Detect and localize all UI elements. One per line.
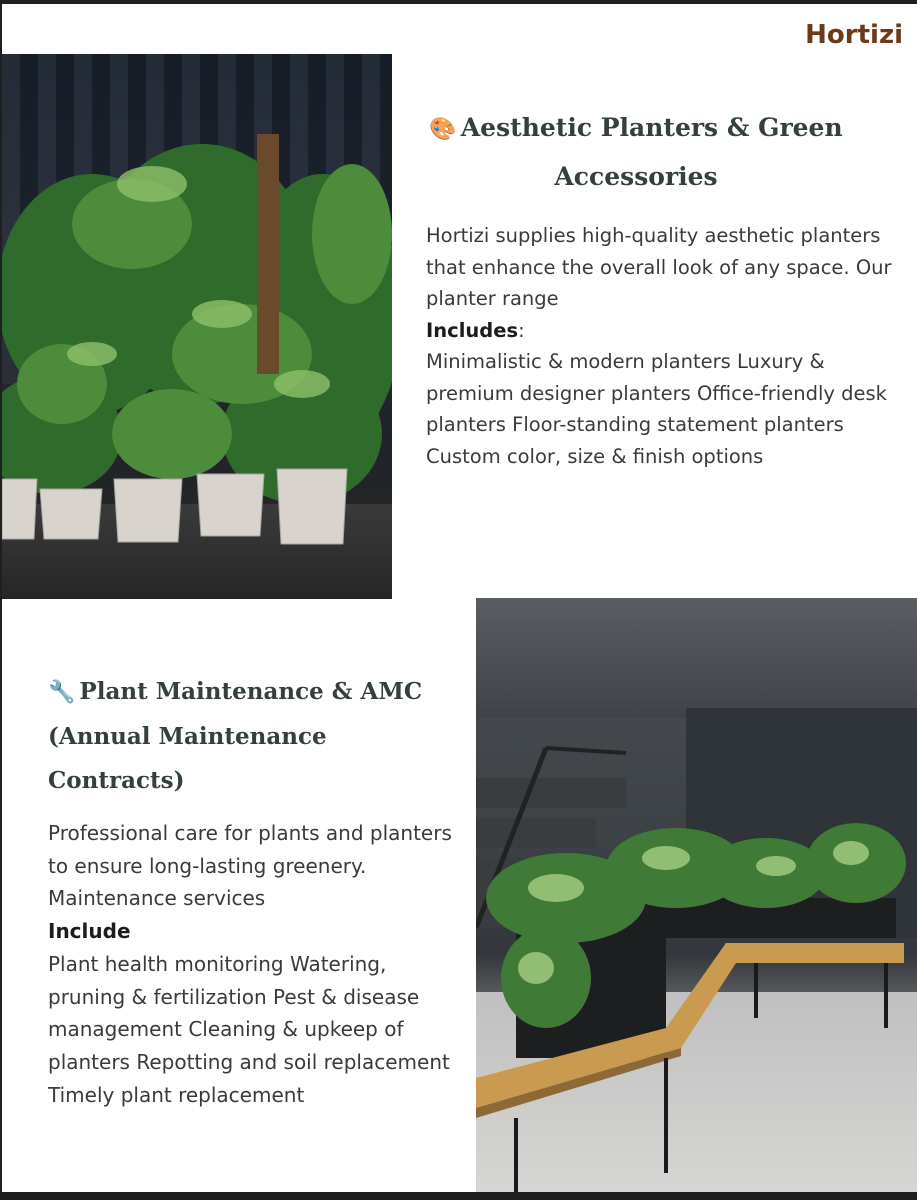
section-heading <box>48 670 458 803</box>
details-text: Minimalistic & modern planters Luxury & premium designer planters Office-friendly desk planters Floor-standing statement planters Custom color, size & finish options <box>426 350 887 468</box>
bench-illustration <box>476 598 917 1192</box>
planters-illustration <box>2 54 392 599</box>
section-body <box>48 817 458 1111</box>
wrench-icon: 🔧 <box>48 680 76 705</box>
heading-line-1: Aesthetic Planters & Green <box>460 113 843 142</box>
bench-planter-photo <box>476 598 917 1192</box>
palette-icon: 🎨 <box>429 117 457 142</box>
section-body <box>426 220 906 472</box>
includes-label: Includes <box>426 318 519 342</box>
plant-maintenance-section <box>48 670 458 1111</box>
document-page <box>2 4 917 1192</box>
heading-line-2: Accessories <box>554 162 718 191</box>
includes-colon: : <box>518 318 525 342</box>
includes-label: Include <box>48 919 131 944</box>
planters-photo <box>2 54 392 599</box>
section-heading <box>426 104 846 200</box>
heading-line-2: (Annual Maintenance Contracts) <box>48 723 327 794</box>
intro-text: Professional care for plants and planters to ensure long-lasting greenery. Maintenance services <box>48 821 452 911</box>
aesthetic-planters-section <box>426 104 906 472</box>
heading-line-1: Plant Maintenance & AMC <box>79 678 423 705</box>
intro-text: Hortizi supplies high-quality aesthetic planters that enhance the overall look of any space. Our planter range <box>426 224 892 310</box>
brand-logo-text: Hortizi <box>805 20 903 50</box>
details-text: Plant health monitoring Watering, pruning & fertilization Pest & disease management Cleaning & upkeep of planters Repotting and soil replacement Timely plant replacement <box>48 951 450 1107</box>
